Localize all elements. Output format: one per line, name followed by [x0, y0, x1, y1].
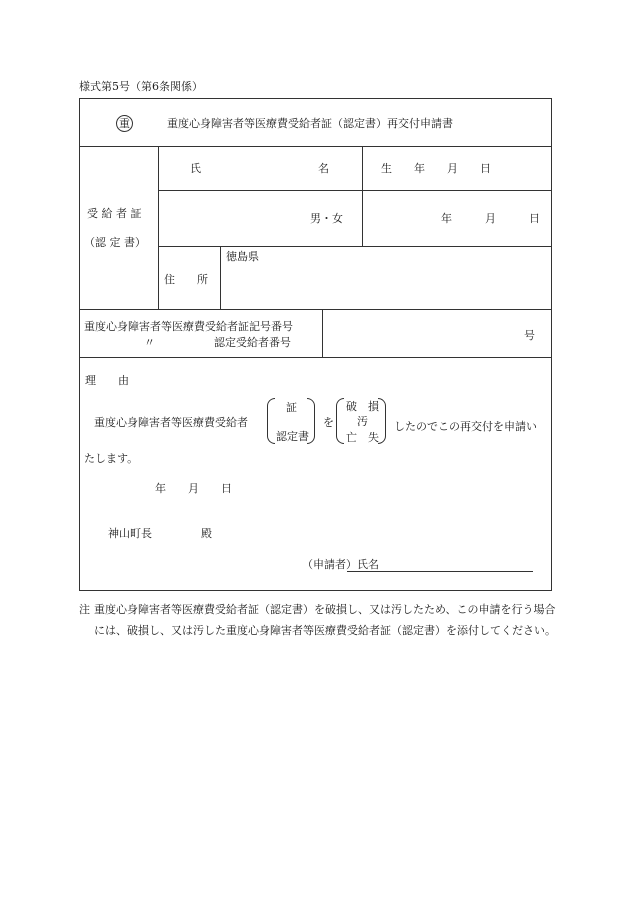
divider-title: [79, 146, 552, 147]
birth-date-label: 生 年 月 日: [381, 162, 491, 175]
note-text: 重度心身障害者等医療費受給者証（認定書）を破損し、又は汚したため、この申請を行う場合には、破損し、又は汚した重度心身障害者等医療費受給者証（認定書）を添付してください。: [94, 603, 556, 637]
form-number: 様式第5号（第6条関係）: [79, 80, 203, 93]
option-lost: 亡 失: [346, 431, 379, 444]
address-label: 住 所: [164, 273, 208, 286]
recipient-label-line1: 受 給 者 証: [87, 207, 142, 220]
title-symbol: 重: [116, 115, 133, 132]
divider-number-row: [79, 357, 552, 358]
note-mark: 注: [79, 603, 90, 616]
applicant-label: （申請者）氏名: [302, 558, 379, 571]
name-label-b: 名: [318, 162, 329, 175]
recipient-label-line2: （認 定 書）: [84, 236, 146, 249]
reason-tail: したのでこの再交付を申請い: [394, 420, 537, 433]
number-label-line1: 重度心身障害者等医療費受給者証記号番号: [84, 320, 293, 333]
divider-number-col: [322, 309, 323, 358]
reason-subject: 重度心身障害者等医療費受給者: [94, 416, 248, 429]
number-suffix: 号: [524, 329, 535, 342]
sex-field: 男・女: [310, 212, 343, 225]
divider-address-col: [220, 246, 221, 310]
bracket-left-a: [267, 398, 275, 444]
bracket-right-a: [307, 398, 315, 444]
applicant-name-line: [347, 571, 533, 572]
reason-label: 理 由: [85, 374, 129, 387]
address-prefecture: 徳島県: [226, 250, 259, 263]
divider-birth-col: [362, 146, 363, 247]
table-border-bottom: [79, 590, 552, 591]
number-label-ditto: 〃: [144, 336, 155, 349]
form-title: 重度心身障害者等医療費受給者証（認定書）再交付申請書: [167, 117, 453, 130]
table-border-left: [79, 98, 80, 591]
divider-recipient: [79, 309, 552, 310]
bracket-right-b: [378, 398, 386, 444]
bracket-left-b: [336, 398, 344, 444]
option-damaged: 破 損: [346, 400, 379, 413]
table-border-top: [79, 98, 552, 99]
reason-particle: を: [323, 416, 334, 429]
divider-name-row: [158, 190, 552, 191]
addressee-honorific: 殿: [201, 527, 212, 540]
divider-sex-row: [158, 246, 552, 247]
name-label-a: 氏: [190, 162, 201, 175]
option-certificate: 証: [286, 401, 297, 414]
number-label-line2: 認定受給者番号: [214, 336, 291, 349]
birth-date-field: 年 月 日: [441, 212, 540, 225]
option-soiled: 汚: [357, 415, 368, 428]
table-border-right: [551, 98, 552, 591]
option-approval: 認定書: [276, 430, 309, 443]
reason-tail2: たします。: [84, 452, 139, 465]
addressee: 神山町長: [108, 527, 152, 540]
application-date: 年 月 日: [155, 482, 232, 495]
divider-label-col: [158, 146, 159, 310]
